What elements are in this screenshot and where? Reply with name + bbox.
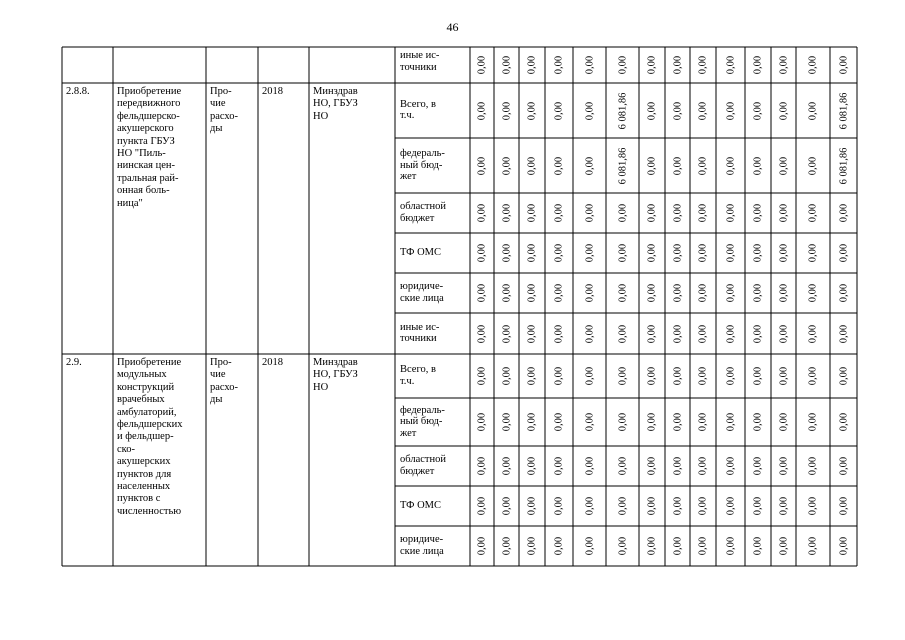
value-cell: 0,00 [584, 496, 595, 516]
value-cell: 0,00 [807, 456, 819, 476]
value-cell: 0,00 [584, 156, 595, 175]
value-cell: 0,00 [501, 536, 512, 556]
value-cell: 0,00 [807, 203, 819, 223]
value-cell: 0,00 [807, 324, 819, 343]
value-cell: 0,00 [617, 456, 628, 476]
value-cell: 0,00 [476, 366, 488, 386]
value-cell: 0,00 [838, 536, 849, 556]
value-cell: 0,00 [838, 456, 849, 476]
source-label: Всего, в т.ч. [400, 98, 436, 122]
value-cell: 0,00 [584, 456, 595, 476]
value-cell: 0,00 [752, 55, 764, 75]
value-cell: 0,00 [807, 101, 819, 120]
page-number: 46 [446, 20, 459, 34]
source-label: ТФ ОМС [400, 500, 442, 512]
value-cell: 0,00 [553, 55, 565, 75]
value-cell: 0,00 [553, 496, 565, 516]
item-code: 2.9. [66, 357, 82, 368]
value-cell: 0,00 [838, 55, 849, 75]
value-cell: 0,00 [752, 101, 764, 120]
value-cell: 0,00 [778, 243, 789, 263]
value-cell: 0,00 [501, 324, 512, 343]
value-cell: 0,00 [725, 243, 736, 263]
value-cell: 0,00 [617, 243, 628, 263]
value-cell: 0,00 [778, 366, 789, 386]
value-cell: 0,00 [697, 55, 709, 75]
value-cell: 0,00 [725, 536, 736, 556]
value-cell: 0,00 [697, 203, 709, 223]
item-executor: Минздрав НО, ГБУЗ НО [313, 357, 358, 393]
value-cell: 0,00 [501, 101, 512, 120]
source-label: областной бюджет [400, 454, 446, 477]
source-label: юридиче- ские лица [400, 534, 444, 557]
value-cell: 0,00 [553, 536, 565, 556]
value-cell: 0,00 [476, 156, 488, 175]
value-cell: 6 081,86 [617, 147, 628, 184]
value-cell: 0,00 [501, 412, 512, 432]
item-code: 2.8.8. [66, 86, 90, 97]
value-cell: 0,00 [526, 283, 538, 303]
value-cell: 0,00 [672, 283, 683, 303]
value-cell: 0,00 [476, 324, 488, 343]
value-cell: 0,00 [725, 324, 736, 343]
value-cell: 0,00 [672, 203, 683, 223]
value-cell: 0,00 [838, 324, 849, 343]
value-cell: 0,00 [752, 283, 764, 303]
source-label: иные ис- точники [400, 321, 440, 345]
value-cell: 0,00 [778, 536, 789, 556]
value-cell: 0,00 [646, 283, 658, 303]
value-cell: 0,00 [617, 324, 628, 343]
value-cell: 0,00 [697, 412, 709, 432]
value-cell: 0,00 [526, 456, 538, 476]
value-cell: 0,00 [646, 324, 658, 343]
value-cell: 0,00 [672, 243, 683, 263]
value-cell: 0,00 [838, 366, 849, 386]
value-cell: 0,00 [476, 456, 488, 476]
value-cell: 0,00 [752, 496, 764, 516]
value-cell: 0,00 [617, 55, 628, 75]
value-cell: 0,00 [778, 283, 789, 303]
value-cell: 0,00 [584, 324, 595, 343]
item-category: Про- чие расхо- ды [210, 86, 239, 135]
value-cell: 0,00 [617, 496, 628, 516]
value-cell: 6 081,86 [838, 147, 849, 184]
value-cell: 6 081,86 [838, 92, 849, 129]
value-cell: 0,00 [646, 366, 658, 386]
value-cell: 0,00 [697, 101, 709, 120]
item-name: Приобретение передвижного фельдшерско- акушерского пункта ГБУЗ НО "Пиль- нинская цен- тральная рай- онная боль- ница" [117, 86, 182, 209]
value-cell: 0,00 [526, 366, 538, 386]
value-cell: 0,00 [778, 101, 789, 120]
value-cell: 0,00 [476, 496, 488, 516]
value-cell: 0,00 [807, 496, 819, 516]
source-label: юридиче- ские лица [400, 281, 444, 304]
value-cell: 0,00 [778, 203, 789, 223]
value-cell: 0,00 [553, 283, 565, 303]
value-cell: 0,00 [553, 243, 565, 263]
value-cell: 0,00 [553, 203, 565, 223]
value-cell: 0,00 [725, 101, 736, 120]
value-cell: 0,00 [526, 55, 538, 75]
source-label: областной бюджет [400, 201, 446, 224]
value-cell: 0,00 [526, 101, 538, 120]
value-cell: 0,00 [697, 324, 709, 343]
value-cell: 0,00 [646, 536, 658, 556]
value-cell: 0,00 [752, 412, 764, 432]
value-cell: 0,00 [553, 412, 565, 432]
value-cell: 0,00 [501, 366, 512, 386]
value-cell: 0,00 [584, 412, 595, 432]
value-cell: 0,00 [752, 243, 764, 263]
value-cell: 0,00 [752, 324, 764, 343]
value-cell: 0,00 [584, 55, 595, 75]
value-cell: 0,00 [501, 243, 512, 263]
value-cell: 0,00 [526, 156, 538, 175]
value-cell: 0,00 [476, 536, 488, 556]
value-cell: 0,00 [752, 203, 764, 223]
value-cell: 0,00 [672, 156, 683, 175]
value-cell: 0,00 [697, 496, 709, 516]
value-cell: 0,00 [697, 156, 709, 175]
value-cell: 0,00 [553, 101, 565, 120]
value-cell: 0,00 [807, 55, 819, 75]
value-cell: 0,00 [476, 55, 488, 75]
item-name: Приобретение модульных конструкций врачебных амбулаторий, фельдшерских и фельдшер- ско- акушерских пунктов для населенных пунктов с численностью [117, 357, 183, 517]
value-cell: 0,00 [778, 55, 789, 75]
value-cell: 0,00 [807, 243, 819, 263]
item-executor: Минздрав НО, ГБУЗ НО [313, 86, 358, 122]
value-cell: 0,00 [526, 412, 538, 432]
value-cell: 0,00 [725, 55, 736, 75]
value-cell: 0,00 [838, 203, 849, 223]
value-cell: 0,00 [646, 412, 658, 432]
value-cell: 0,00 [526, 243, 538, 263]
value-cell: 0,00 [501, 283, 512, 303]
value-cell: 0,00 [697, 366, 709, 386]
value-cell: 0,00 [501, 55, 512, 75]
value-cell: 0,00 [646, 101, 658, 120]
value-cell: 0,00 [807, 366, 819, 386]
value-cell: 0,00 [697, 283, 709, 303]
value-cell: 0,00 [617, 412, 628, 432]
value-cell: 0,00 [553, 366, 565, 386]
value-cell: 0,00 [646, 203, 658, 223]
value-cell: 0,00 [725, 412, 736, 432]
value-cell: 0,00 [646, 456, 658, 476]
value-cell: 0,00 [807, 536, 819, 556]
value-cell: 0,00 [476, 412, 488, 432]
value-cell: 0,00 [725, 366, 736, 386]
value-cell: 0,00 [752, 456, 764, 476]
value-cell: 0,00 [752, 366, 764, 386]
value-cell: 0,00 [476, 203, 488, 223]
value-cell: 0,00 [526, 536, 538, 556]
value-cell: 0,00 [501, 496, 512, 516]
value-cell: 0,00 [838, 496, 849, 516]
value-cell: 0,00 [553, 324, 565, 343]
value-cell: 0,00 [672, 412, 683, 432]
value-cell: 0,00 [646, 156, 658, 175]
value-cell: 0,00 [725, 156, 736, 175]
source-label: федераль- ный бюд- жет [400, 404, 445, 439]
value-cell: 0,00 [725, 203, 736, 223]
value-cell: 0,00 [778, 456, 789, 476]
value-cell: 0,00 [584, 283, 595, 303]
value-cell: 0,00 [476, 101, 488, 120]
value-cell: 0,00 [725, 496, 736, 516]
source-label: Всего, в т.ч. [400, 364, 436, 387]
source-label: ТФ ОМС [400, 247, 442, 259]
value-cell: 0,00 [807, 412, 819, 432]
item-year: 2018 [262, 357, 283, 368]
value-cell: 0,00 [646, 496, 658, 516]
value-cell: 0,00 [725, 283, 736, 303]
value-cell: 0,00 [672, 366, 683, 386]
value-cell: 0,00 [778, 156, 789, 175]
value-cell: 0,00 [807, 283, 819, 303]
value-cell: 6 081,86 [617, 92, 628, 129]
value-cell: 0,00 [476, 283, 488, 303]
value-cell: 0,00 [672, 324, 683, 343]
value-cell: 0,00 [838, 412, 849, 432]
item-category: Про- чие расхо- ды [210, 357, 239, 406]
value-cell: 0,00 [697, 536, 709, 556]
value-cell: 0,00 [697, 243, 709, 263]
value-cell: 0,00 [553, 456, 565, 476]
value-cell: 0,00 [672, 536, 683, 556]
value-cell: 0,00 [584, 366, 595, 386]
value-cell: 0,00 [807, 156, 819, 175]
value-cell: 0,00 [553, 156, 565, 175]
value-cell: 0,00 [752, 536, 764, 556]
value-cell: 0,00 [752, 156, 764, 175]
value-cell: 0,00 [778, 496, 789, 516]
value-cell: 0,00 [725, 456, 736, 476]
value-cell: 0,00 [584, 243, 595, 263]
value-cell: 0,00 [672, 456, 683, 476]
value-cell: 0,00 [526, 496, 538, 516]
value-cell: 0,00 [617, 283, 628, 303]
value-cell: 0,00 [646, 55, 658, 75]
value-cell: 0,00 [501, 156, 512, 175]
value-cell: 0,00 [501, 203, 512, 223]
item-year: 2018 [262, 86, 283, 97]
value-cell: 0,00 [617, 203, 628, 223]
value-cell: 0,00 [617, 366, 628, 386]
source-label: федераль- ный бюд- жет [400, 148, 445, 183]
value-cell: 0,00 [646, 243, 658, 263]
value-cell: 0,00 [476, 243, 488, 263]
value-cell: 0,00 [526, 203, 538, 223]
value-cell: 0,00 [617, 536, 628, 556]
value-cell: 0,00 [501, 456, 512, 476]
value-cell: 0,00 [672, 55, 683, 75]
value-cell: 0,00 [672, 101, 683, 120]
value-cell: 0,00 [838, 243, 849, 263]
value-cell: 0,00 [697, 456, 709, 476]
value-cell: 0,00 [526, 324, 538, 343]
value-cell: 0,00 [778, 324, 789, 343]
value-cell: 0,00 [584, 536, 595, 556]
value-cell: 0,00 [838, 283, 849, 303]
value-cell: 0,00 [584, 101, 595, 120]
source-label: иные ис- точники [400, 50, 440, 73]
value-cell: 0,00 [778, 412, 789, 432]
value-cell: 0,00 [672, 496, 683, 516]
value-cell: 0,00 [584, 203, 595, 223]
